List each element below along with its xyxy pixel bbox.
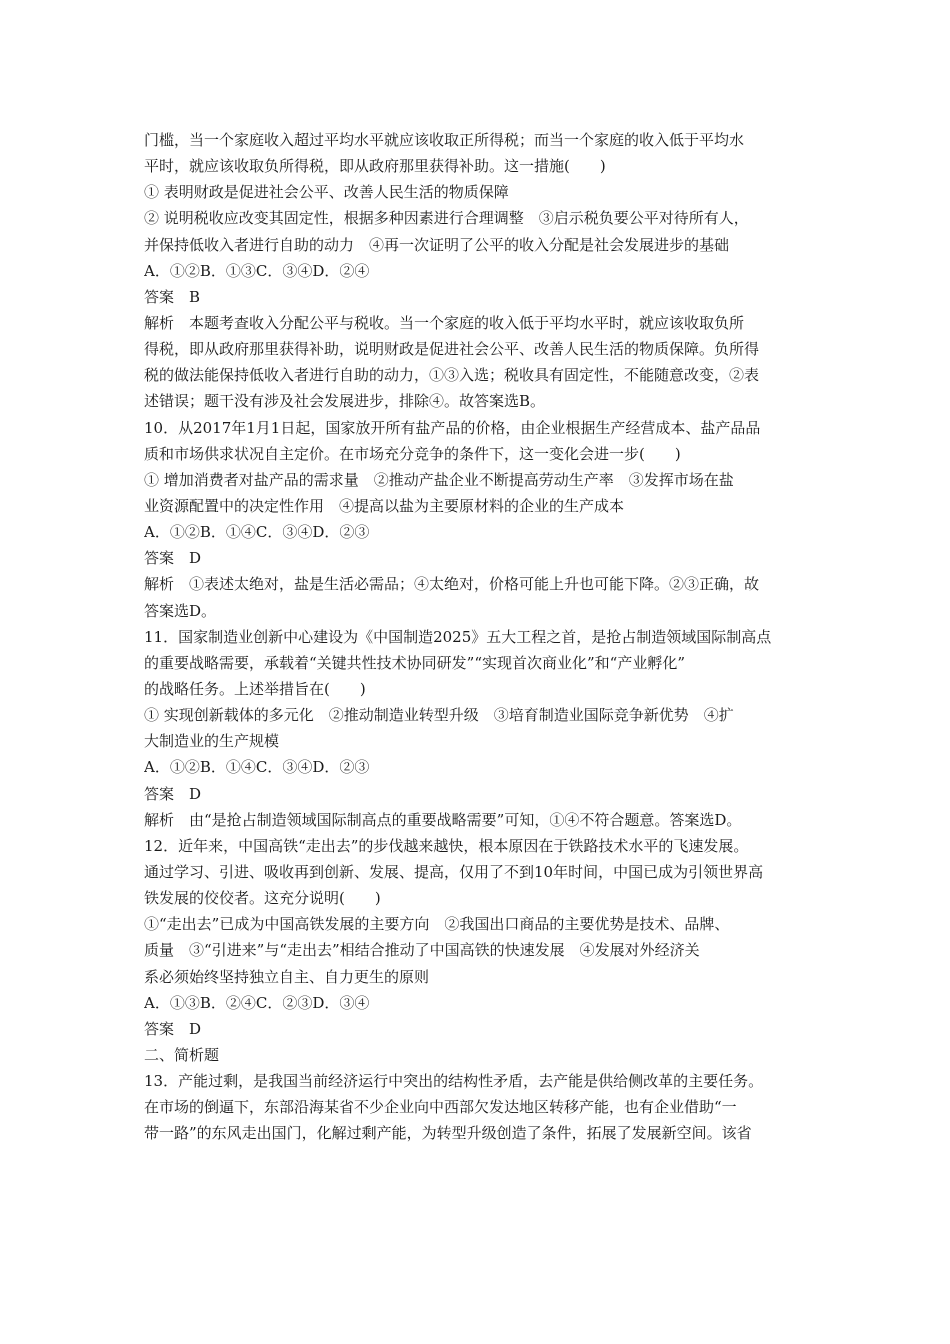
- text-line: 并保持低收入者进行自助的动力 ④再一次证明了公平的收入分配是社会发展进步的基础: [144, 235, 730, 254]
- text-line: 税的做法能保持低收入者进行自助的动力，①③入选；税收具有固定性，不能随意改变，②表: [144, 366, 760, 385]
- text-line: 得税，即从政府那里获得补助，说明财政是促进社会公平、改善人民生活的物质保障。负所得: [144, 340, 760, 359]
- text-line: 述错误；题干没有涉及社会发展进步，排除④。故答案选B。: [144, 392, 546, 411]
- text-line: 业资源配置中的决定性作用 ④提高以盐为主要原材料的企业的生产成本: [144, 496, 625, 515]
- text-line: 10．从2017年1月1日起，国家放开所有盐产品的价格，由企业根据生产经营成本、盐产品品: [144, 418, 761, 437]
- text-line: 在市场的倒逼下，东部沿海某省不少企业向中西部欠发达地区转移产能，也有企业借助“一: [144, 1098, 737, 1117]
- text-line: ① 表明财政是促进社会公平、改善人民生活的物质保障: [144, 183, 509, 202]
- text-line: 质量 ③“引进来”与“走出去”相结合推动了中国高铁的快速发展 ④发展对外经济关: [144, 941, 700, 960]
- text-line: A．①②B．①③C．③④D．②④: [144, 261, 370, 280]
- text-line: 的战略任务。上述举措旨在( ): [144, 679, 366, 698]
- text-line: 质和市场供求状况自主定价。在市场充分竞争的条件下，这一变化会进一步( ): [144, 444, 681, 463]
- text-line: 门槛，当一个家庭收入超过平均水平就应该收取正所得税；而当一个家庭的收入低于平均水: [144, 131, 745, 149]
- text-line: 解析 由“是抢占制造领域国际制高点的重要战略需要”可知，①④不符合题意。答案选D。: [144, 810, 742, 829]
- text-line: ① 增加消费者对盐产品的需求量 ②推动产盐企业不断提高劳动生产率 ③发挥市场在盐: [144, 470, 734, 489]
- text-line: 13．产能过剩，是我国当前经济运行中突出的结构性矛盾，去产能是供给侧改革的主要任务。: [144, 1072, 764, 1091]
- text-line: ② 说明税收应改变其固定性，根据多种因素进行合理调整 ③启示税负要公平对待所有人，: [144, 209, 749, 228]
- text-line: 解析 本题考查收入分配公平与税收。当一个家庭的收入低于平均水平时，就应该收取负所: [144, 313, 745, 332]
- document-page: [144, 127, 810, 1146]
- text-line: A．①②B．①④C．③④D．②③: [144, 523, 370, 542]
- text-line: 解析 ①表述太绝对，盐是生活必需品；④太绝对，价格可能上升也可能下降。②③正确，故: [144, 575, 760, 594]
- text-line: 平时，就应该收取负所得税，即从政府那里获得补助。这一措施( ): [144, 157, 606, 176]
- text-line: 大制造业的生产规模: [144, 732, 280, 751]
- text-line: 二、简析题: [144, 1045, 220, 1064]
- text-line: 系必须始终坚持独立自主、自力更生的原则: [144, 967, 430, 986]
- text-line: 答案选D。: [144, 601, 217, 620]
- text-line: 11．国家制造业创新中心建设为《中国制造2025》五大工程之首，是抢占制造领域国际制高点: [144, 627, 772, 646]
- text-line: 的重要战略需要，承载着“关键共性技术协同研发”“实现首次商业化”和“产业孵化”: [144, 653, 686, 672]
- text-line: 答案 D: [144, 784, 202, 803]
- text-line: A．①③B．②④C．②③D．③④: [144, 993, 370, 1012]
- text-line: 12．近年来，中国高铁“走出去”的步伐越来越快，根本原因在于铁路技术水平的飞速发展。: [144, 836, 749, 855]
- text-line: 带一路”的东风走出国门，化解过剩产能，为转型升级创造了条件，拓展了发展新空间。该省: [144, 1124, 752, 1143]
- text-line: 铁发展的佼佼者。这充分说明( ): [144, 889, 381, 908]
- text-line: 通过学习、引进、吸收再到创新、发展、提高，仅用了不到10年时间，中国已成为引领世界高: [144, 862, 764, 881]
- text-line: ① 实现创新载体的多元化 ②推动制造业转型升级 ③培育制造业国际竞争新优势 ④扩: [144, 706, 734, 725]
- text-line: A．①②B．①④C．③④D．②③: [144, 758, 370, 777]
- text-line: ①“走出去”已成为中国高铁发展的主要方向 ②我国出口商品的主要优势是技术、品牌、: [144, 915, 730, 934]
- text-line: 答案 D: [144, 549, 202, 568]
- text-line: 答案 D: [144, 1019, 202, 1038]
- text-line: 答案 B: [144, 287, 201, 306]
